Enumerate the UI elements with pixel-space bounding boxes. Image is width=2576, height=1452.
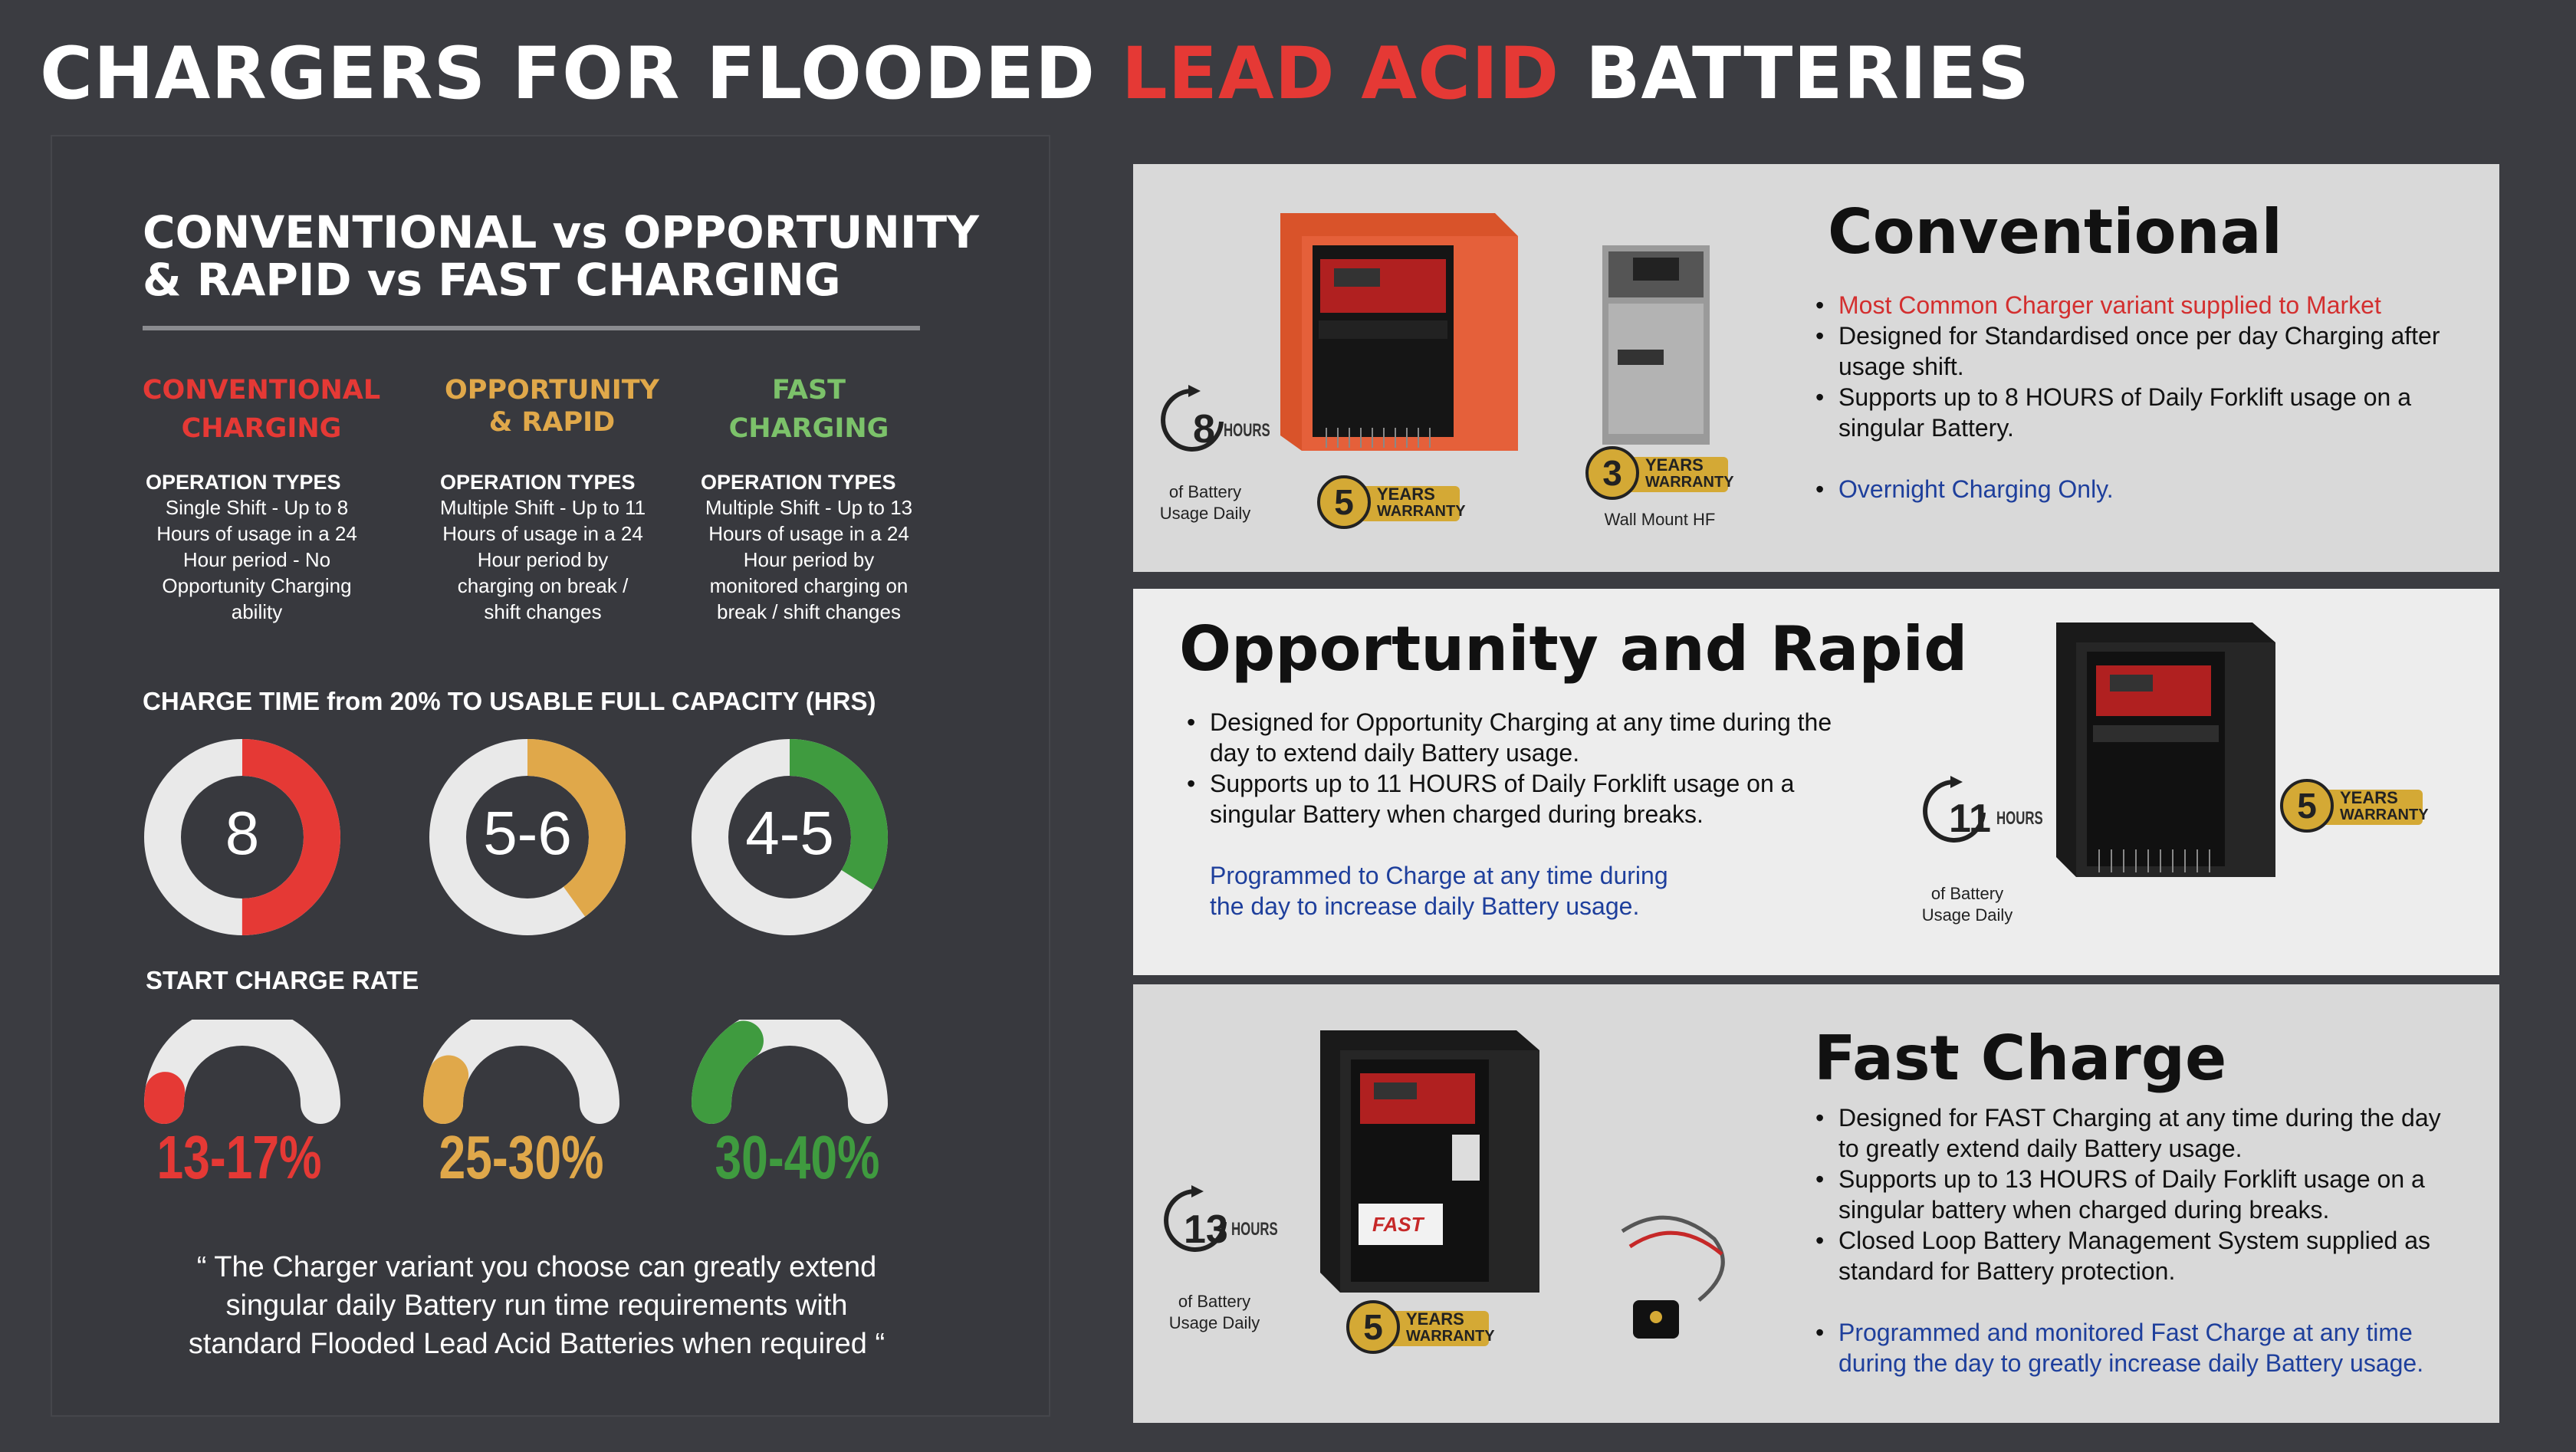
conventional-operation: OPERATION TYPES Single Shift - Up to 8 Hours of usage in a 24 Hour period - No Opportunity Charging ability — [130, 471, 383, 625]
bms-cable-image — [1607, 1201, 1745, 1346]
opportunity-bullets — [1185, 707, 1860, 921]
operation-line: Opportunity Charging — [162, 574, 352, 597]
conventional-charge-time-donut — [143, 737, 342, 937]
quote: “ The Charger variant you choose can greatly extend singular daily Battery run time requirements with standard Flooded Lead Acid Batteries when required “ — [188, 1251, 886, 1360]
opportunity-title: Opportunity and Rapid — [1179, 613, 1968, 685]
opportunity-charge-time-donut — [428, 737, 627, 937]
opportunity-heading: OPPORTUNITY & RAPID — [444, 375, 660, 438]
conventional-rate-value: 13-17% — [156, 1123, 322, 1191]
opportunity-operation: OPERATION TYPES Multiple Shift - Up to 11 Hours of usage in a 24 Hour period by charging on break / shift changes — [420, 471, 665, 625]
operation-line: shift changes — [484, 600, 602, 623]
fast-rate-gauge — [690, 1020, 889, 1127]
usage-caption: of Battery Usage Daily — [1159, 482, 1251, 523]
opportunity-rate-value: 25-30% — [439, 1123, 604, 1191]
hours-word: HOURS — [1224, 420, 1270, 441]
opportunity-charge-time-value: 5-6 — [483, 799, 572, 867]
fast-logo-text: FAST — [1372, 1213, 1424, 1236]
bullet: • Closed Loop Battery Management System supplied as standard for Battery protection. — [1838, 1225, 2466, 1286]
comparison-subtitle: CONVENTIONAL vs OPPORTUNITY & RAPID vs FAST CHARGING — [143, 206, 980, 306]
fast-charge-time-donut — [690, 737, 889, 937]
operation-line: Hour period - No — [182, 548, 331, 571]
divider — [143, 326, 920, 330]
hours-word: HOURS — [1231, 1219, 1278, 1240]
bullet: • Designed for Opportunity Charging at any time during the day to extend daily Battery usage. — [1210, 707, 1860, 768]
opportunity-hours: 11 — [1949, 797, 1991, 841]
opportunity-charger-image — [2045, 619, 2283, 880]
start-rate-label: START CHARGE RATE — [146, 966, 419, 994]
bullet: • Supports up to 13 HOURS of Daily Forklift usage on a singular battery when charged during breaks. — [1838, 1164, 2466, 1225]
conventional-title: Conventional — [1828, 196, 2282, 268]
clock-icon — [1158, 383, 1227, 460]
fast-rate-value: 30-40% — [715, 1123, 880, 1191]
hours-word: HOURS — [1996, 808, 2043, 829]
operation-line: Hour period by — [477, 548, 609, 571]
operation-line: Multiple Shift - Up to 13 — [705, 496, 913, 519]
operation-line: ability — [231, 600, 283, 623]
fast-heading: FAST CHARGING — [728, 375, 889, 444]
operation-line: break / shift changes — [717, 600, 901, 623]
fast-operation: OPERATION TYPES Multiple Shift - Up to 13 Hours of usage in a 24 Hour period by monitored charging on break / shift changes — [690, 471, 928, 625]
opportunity-rate-gauge — [422, 1020, 621, 1127]
conventional-heading: CONVENTIONAL CHARGING — [142, 375, 381, 444]
five-year-warranty-badge: 5 YEARS WARRANTY — [1346, 1300, 1500, 1354]
operation-line: Multiple Shift - Up to 11 — [439, 496, 646, 519]
bullet: • Overnight Charging Only. — [1838, 474, 2489, 504]
fast-charger-image — [1309, 1027, 1547, 1296]
bullet: • Supports up to 11 HOURS of Daily Forklift usage on a singular Battery when charged during breaks. — [1210, 768, 1860, 829]
operation-line: Hour period by — [743, 548, 875, 571]
operation-line: Hours of usage in a 24 — [708, 522, 909, 545]
fast-title: Fast Charge — [1814, 1023, 2227, 1094]
usage-caption: of Battery Usage Daily — [1921, 884, 2013, 925]
bullet: • Supports up to 8 HOURS of Daily Forklift usage on a singular Battery. — [1838, 382, 2489, 443]
bullet: • Most Common Charger variant supplied to Market — [1838, 290, 2489, 320]
five-year-warranty-badge: 5 YEARS WARRANTY — [2280, 779, 2433, 833]
conventional-rate-gauge — [143, 1020, 342, 1127]
conventional-hours: 8 — [1193, 407, 1215, 452]
operation-line: charging on break / — [457, 574, 629, 597]
charge-time-label: CHARGE TIME from 20% TO USABLE FULL CAPACITY (HRS) — [143, 687, 876, 715]
five-year-warranty-badge: 5 YEARS WARRANTY — [1317, 475, 1470, 529]
fast-bullets — [1814, 1102, 2466, 1378]
conventional-charge-time-value: 8 — [225, 799, 260, 867]
wall-mount-charger-image — [1595, 242, 1717, 449]
operation-line: Single Shift - Up to 8 — [165, 496, 349, 519]
operation-line: Hours of usage in a 24 — [156, 522, 357, 545]
fast-charge-time-value: 4-5 — [745, 799, 834, 867]
usage-caption: of Battery Usage Daily — [1168, 1292, 1260, 1332]
conventional-charger-image — [1265, 205, 1526, 458]
fast-hours: 13 — [1184, 1207, 1228, 1252]
bullet: • Programmed and monitored Fast Charge at any time during the day to greatly increase daily Battery usage. — [1838, 1317, 2466, 1378]
operation-line: monitored charging on — [709, 574, 909, 597]
bullet: • Designed for FAST Charging at any time during the day to greatly extend daily Battery usage. — [1838, 1102, 2466, 1164]
bullet: • Designed for Standardised once per day Charging after usage shift. — [1838, 320, 2489, 382]
wall-mount-caption: Wall Mount HF — [1604, 510, 1716, 529]
operation-line: Hours of usage in a 24 — [442, 522, 643, 545]
page-title: CHARGERS FOR FLOODED LEAD ACID BATTERIES — [40, 32, 2030, 116]
conventional-bullets — [1814, 290, 2489, 504]
three-year-warranty-badge: 3 YEARS WARRANTY — [1585, 446, 1739, 500]
opportunity-programmed-text: Programmed to Charge at any time during the day to increase daily Battery usage. — [1210, 862, 1668, 920]
